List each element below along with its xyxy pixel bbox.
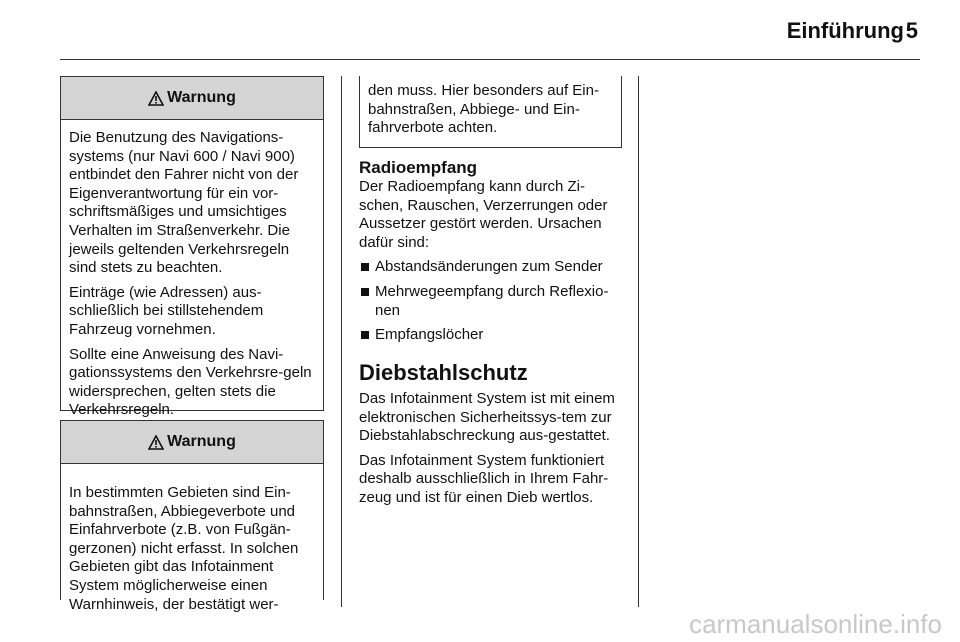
warning-paragraph: Die Benutzung des Navigations-systems (nur Navi 600 / Navi 900) entbindet den Fahrer nicht von der Eigenverantwortung für ein vor-schriftsmäßiges und umsichtiges Verhalten im Straßenverkehr. Die jeweils geltenden Verkehrsregeln sind stets zu beachten. bbox=[69, 129, 299, 277]
theft-paragraph: Das Infotainment System ist mit einem elektronischen Sicherheitssys-tem zur Diebstahlabschreckung aus-gestattet. bbox=[359, 390, 615, 445]
bullet-square-icon bbox=[361, 263, 369, 271]
warning-title: Warnung bbox=[167, 433, 236, 450]
warning-triangle-icon bbox=[148, 435, 164, 450]
page-number: 5 bbox=[905, 18, 918, 43]
page-title: Einführung bbox=[786, 18, 904, 43]
header-divider bbox=[60, 59, 920, 60]
warning-paragraph: Einträge (wie Adressen) aus-schließlich bei stillstehendem Fahrzeug vornehmen. bbox=[69, 283, 264, 338]
warning-header bbox=[61, 421, 323, 464]
theft-paragraph: Das Infotainment System funktioniert deshalb ausschließlich in Ihrem Fahr-zeug und ist für einen Dieb wertlos. bbox=[359, 451, 609, 506]
bullet-square-icon bbox=[361, 288, 369, 296]
warning-paragraph: In bestimmten Gebieten sind Ein-bahnstraßen, Abbiegeverbote und Einfahrverbote (z.B. von Fußgän-gerzonen) nicht erfasst. In solchen Gebieten gibt das Infotainment System möglicherweise einen Warnhinweis, der bestätigt wer- bbox=[69, 484, 299, 613]
bullet-square-icon bbox=[361, 331, 369, 339]
list-item: Empfangslöcher bbox=[359, 326, 629, 345]
section-radio bbox=[359, 158, 629, 351]
warning-header bbox=[61, 77, 323, 120]
column-divider-2 bbox=[638, 76, 639, 607]
warning-title: Warnung bbox=[167, 89, 236, 106]
warning-body bbox=[61, 120, 323, 420]
section-heading-radio: Radioempfang bbox=[359, 158, 478, 177]
warning-triangle-icon bbox=[148, 91, 164, 106]
warning-body bbox=[61, 464, 323, 614]
radio-intro: Der Radioempfang kann durch Zi-schen, Rauschen, Verzerrungen oder Aussetzer gestört werden. Ursachen dafür sind: bbox=[359, 178, 608, 251]
warning-continuation: den muss. Hier besonders auf Ein-bahnstraßen, Abbiege- und Ein-fahrverbote achten. bbox=[359, 76, 622, 148]
section-heading-theft: Diebstahlschutz bbox=[359, 360, 528, 385]
section-theft bbox=[359, 360, 629, 514]
radio-cause-list bbox=[359, 258, 629, 344]
warning-paragraph: Sollte eine Anweisung des Navi-gationssystems den Verkehrsre-geln widersprechen, gelten stets die Verkehrsregeln. bbox=[69, 345, 312, 419]
list-item: Mehrwegeempfang durch Reflexio-nen bbox=[359, 283, 629, 320]
list-item: Abstandsänderungen zum Sender bbox=[359, 258, 629, 277]
warning-box-navigation bbox=[60, 76, 324, 419]
watermark: carmanualsonline.info bbox=[689, 609, 942, 639]
warning-box-oneway bbox=[60, 420, 324, 613]
column-divider-1 bbox=[341, 76, 342, 607]
